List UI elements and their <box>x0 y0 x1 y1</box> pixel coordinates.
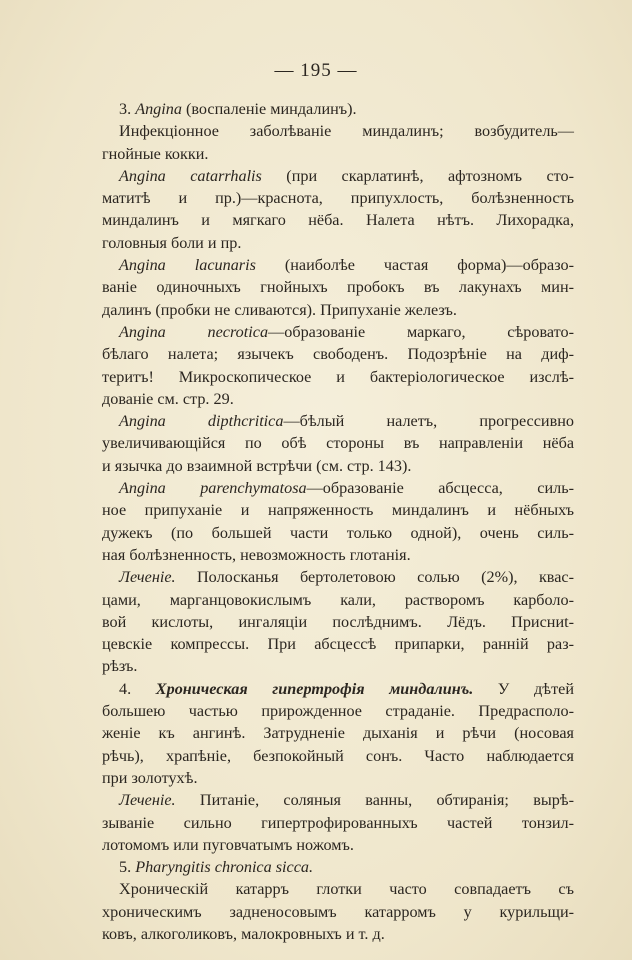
text-line <box>102 544 574 566</box>
text-run: зываніе сильно гипертрофированныхъ частей тонзил- <box>102 813 574 832</box>
text-line <box>102 143 574 165</box>
text-line <box>102 165 574 187</box>
text-run: ваніе одиночныхъ гнойныхъ пробокъ въ лакунахъ мин- <box>102 278 574 297</box>
emphasized-text: Angina parenchymatosa <box>119 479 307 498</box>
text-run: ное припуханіе и напряженность миндалинъ и нёбныхъ <box>102 501 574 520</box>
text-line <box>102 655 574 677</box>
text-line <box>102 878 574 900</box>
text-line <box>102 98 574 120</box>
emphasized-text: Angina catarrhalis <box>119 166 262 185</box>
text-line <box>102 209 574 231</box>
text-line <box>102 678 574 700</box>
emphasized-text: Angina dipthcritica <box>119 412 284 431</box>
emphasized-text: Леченіе. <box>119 568 176 587</box>
emphasized-text: Angina <box>135 100 182 118</box>
text-run: (при скарлатинѣ, афтозномъ сто- <box>261 166 574 185</box>
text-run: дужекъ (по большей части только одной), очень силь- <box>102 523 574 542</box>
text-run: бѣлаго налета; язычекъ свободенъ. Подозрѣніе на диф- <box>102 345 574 364</box>
text-line <box>102 633 574 655</box>
text-run: миндалинъ и мягкаго нёба. Налета нѣтъ. Лихорадка, <box>102 211 574 230</box>
text-line <box>102 477 574 499</box>
text-line <box>102 745 574 767</box>
text-run: 3. <box>119 100 136 118</box>
text-line <box>102 120 574 142</box>
text-run: рѣзъ. <box>102 657 138 676</box>
text-line <box>102 232 574 254</box>
text-run: и язычка до взаимной встрѣчи (см. стр. 143). <box>102 456 412 475</box>
text-line <box>102 812 574 834</box>
text-run: 5. <box>119 858 136 877</box>
text-run: Инфекціонное заболѣваніе миндалинъ; возбудитель— <box>119 122 574 141</box>
emphasized-text: Леченіе. <box>119 791 176 810</box>
text-line <box>102 254 574 276</box>
text-run: Хроническій катарръ глотки часто совпадаетъ съ <box>119 880 574 899</box>
text-line <box>102 187 574 209</box>
text-run: 4. <box>119 679 156 698</box>
text-run: при золотухѣ. <box>102 768 198 787</box>
text-run: Питаніе, соляныя ванны, обтиранія; вырѣ- <box>175 791 574 810</box>
text-run: хроническимъ задненосовымъ катарромъ у курильщи- <box>102 902 574 921</box>
emphasized-text: Pharyngitis chronica sicca. <box>135 858 314 877</box>
text-line <box>102 856 574 878</box>
text-line <box>102 901 574 923</box>
text-run: большею частью прирожденное страданіе. Предрасполо- <box>102 702 574 721</box>
text-run: гнойные кокки. <box>102 144 209 163</box>
body-text <box>102 98 574 945</box>
text-run: цевскіе компрессы. При абсцессѣ припарки, ранній раз- <box>102 635 574 654</box>
emphasized-text: Хроническая гипертрофія миндалинъ. <box>155 679 474 698</box>
page-number: — 195 — <box>274 60 358 81</box>
emphasized-text: Angina lacunaris <box>119 256 256 275</box>
text-run: увеличивающійся по обѣ стороны въ направленіи нёба <box>102 434 574 453</box>
text-run: —образованіе маркаго, сѣровато- <box>268 322 574 341</box>
text-run: женіе къ ангинѣ. Затрудненіе дыханія и рѣчи (носовая <box>102 724 574 743</box>
text-line <box>102 767 574 789</box>
text-line <box>102 700 574 722</box>
text-line <box>102 455 574 477</box>
text-run: рѣчь), храпѣніе, безпокойный сонъ. Часто наблюдается <box>102 746 574 765</box>
text-line <box>102 834 574 856</box>
text-line <box>102 276 574 298</box>
text-line <box>102 522 574 544</box>
text-run: теритъ! Микроскопическое и бактеріологическое изслѣ- <box>102 367 574 386</box>
text-run: дованіе см. стр. 29. <box>102 389 234 408</box>
text-line <box>102 343 574 365</box>
emphasized-text: Angina necrotica <box>119 322 269 341</box>
text-run: лотомомъ или пуговчатымъ ножомъ. <box>102 835 354 854</box>
text-line <box>102 566 574 588</box>
text-line <box>102 499 574 521</box>
text-run: (воспаленіе миндалинъ). <box>181 100 357 118</box>
text-run: далинъ (пробки не сливаются). Припуханіе железъ. <box>102 300 457 319</box>
text-line <box>102 789 574 811</box>
text-run: У дѣтей <box>473 679 574 698</box>
text-line <box>102 432 574 454</box>
text-run: Полосканья бертолетовою солью (2%), квас- <box>175 568 574 587</box>
text-run: матитѣ и пр.)—краснота, припухлость, болѣзненность <box>102 189 574 208</box>
text-run: ковъ, алкоголиковъ, малокровныхъ и т. д. <box>102 924 385 943</box>
text-line <box>102 589 574 611</box>
text-run: головныя боли и пр. <box>102 233 242 252</box>
text-line <box>102 611 574 633</box>
text-line <box>102 722 574 744</box>
text-line <box>102 388 574 410</box>
text-line <box>102 299 574 321</box>
text-line <box>102 410 574 432</box>
text-line <box>102 366 574 388</box>
text-run: —образованіе абсцесса, силь- <box>306 479 574 498</box>
text-line <box>102 923 574 945</box>
text-run: ная болѣзненность, невозможность глотанія. <box>102 545 411 564</box>
text-run: цами, марганцовокислымъ кали, растворомъ карболо- <box>102 590 574 609</box>
text-run: —бѣлый налетъ, прогрессивно <box>283 412 574 431</box>
text-run: вой кислоты, ингаляціи послѣднимъ. Лёдъ. Присниt- <box>102 612 574 631</box>
text-run: (наиболѣе частая форма)—образо- <box>255 256 574 275</box>
text-line <box>102 321 574 343</box>
